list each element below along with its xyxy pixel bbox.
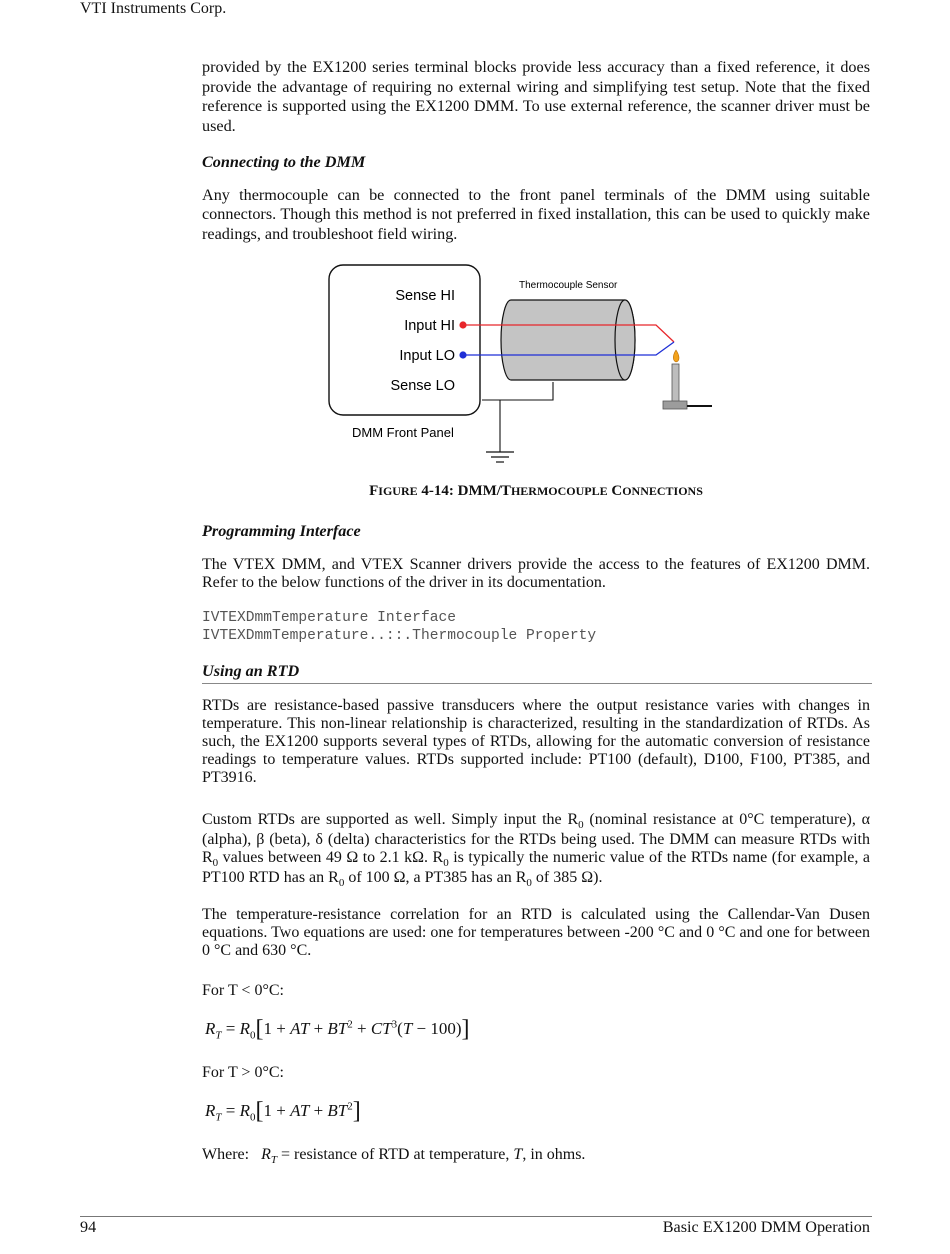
condition-1: For T < 0°C: <box>202 982 284 999</box>
rtd-paragraph-3: The temperature-resistance correlation for an RTD is calculated using the Callendar-Van Dusen equations. Two equations are used: one for temperatures between -200 °C and 0 °C and one for between 0 °C and 630 °C. <box>202 906 870 959</box>
rtd-heading-block <box>202 662 870 682</box>
code-line-2: IVTEXDmmTemperature..::.Thermocouple Property <box>202 627 597 644</box>
page-header: VTI Instruments Corp. <box>80 0 227 17</box>
rtd-paragraph-1-block <box>202 697 870 787</box>
candle-icon <box>672 364 679 402</box>
equation-1: $R_T = R_0[1$ + AT + $BT^2 + CT^3(T - 100)$] <box>205 1016 470 1042</box>
sense-lo-label: Sense LO <box>390 378 455 394</box>
rtd-paragraph-2-block <box>202 811 870 890</box>
where-line: Where: $R_T$ = resistance of RTD at temperature, T, in ohms. <box>202 1146 586 1167</box>
code-block <box>202 610 870 645</box>
equation-2: $R_T = R_0[1$ + AT + $BT^2$] <box>205 1098 361 1124</box>
code-line-1: IVTEXDmmTemperature Interface <box>202 610 456 626</box>
input-lo-label: Input LO <box>399 348 455 364</box>
footer-rule <box>80 1216 872 1217</box>
sensor-label: Thermocouple Sensor <box>519 280 618 291</box>
page-number: 94 <box>80 1218 97 1236</box>
rtd-heading: Using an RTD <box>202 662 300 680</box>
rtd-paragraph-2: Custom RTDs are supported as well. Simply input the $R_0$ (nominal resistance at 0°C temperature), α (alpha), β (beta), δ (delta) characteristics for the RTDs being used. The DMM can measure RTDs with $R_0$ values between 49 Ω to 2.1 kΩ. $R_0$ is typically the numeric value of the RTDs name (for example, a PT100 RTD has an $R_0$ of 100 Ω, a PT385 has an $R_0$ of 385 Ω). <box>202 811 871 890</box>
ground-wire <box>482 382 553 400</box>
input-hi-terminal <box>459 321 466 328</box>
rtd-paragraph-3-block <box>202 906 870 960</box>
intro-section <box>202 58 870 244</box>
panel-label: DMM Front Panel <box>352 425 454 440</box>
connecting-heading: Connecting to the DMM <box>202 153 366 171</box>
input-hi-label: Input HI <box>404 318 455 334</box>
sense-hi-label: Sense HI <box>395 288 455 304</box>
input-lo-terminal <box>459 351 466 358</box>
programming-section <box>202 522 870 592</box>
programming-paragraph: The VTEX DMM, and VTEX Scanner drivers provide the access to the features of EX1200 DMM. Refer to the below functions of the driver in its documentation. <box>202 555 870 591</box>
thermocouple-diagram <box>325 260 725 470</box>
intro-paragraph: provided by the EX1200 series terminal blocks provide less accuracy than a fixed reference, it does provide the advantage of requiring no external wiring and simplifying test setup. Note that the fixed reference is supported using the EX1200 DMM. To use external reference, the scanner driver must be used. <box>202 58 870 135</box>
footer-section: Basic EX1200 DMM Operation <box>662 1218 870 1236</box>
rtd-heading-rule <box>202 683 872 684</box>
connecting-paragraph: Any thermocouple can be connected to the front panel terminals of the DMM using suitable connectors. Though this method is not preferred in fixed installation, this can be used to quickly make readings, and troubleshoot field wiring. <box>202 185 870 243</box>
condition-2: For T > 0°C: <box>202 1064 284 1081</box>
rtd-paragraph-1: RTDs are resistance-based passive transducers where the output resistance varies with changes in temperature. This non-linear relationship is characterized, resulting in the standardization of RTDs. As such, the EX1200 supports several types of RTDs, allowing for the automatic conversion of resistance readings to temperature values. RTDs supported include: PT100 (default), D100, F100, PT385, and PT3916. <box>202 697 870 786</box>
programming-heading: Programming Interface <box>202 522 361 540</box>
figure-caption: FIGURE 4-14: DMM/THERMOCOUPLE CONNECTIONS <box>369 483 703 499</box>
diagram-svg <box>325 260 725 470</box>
flame-icon <box>673 350 679 362</box>
